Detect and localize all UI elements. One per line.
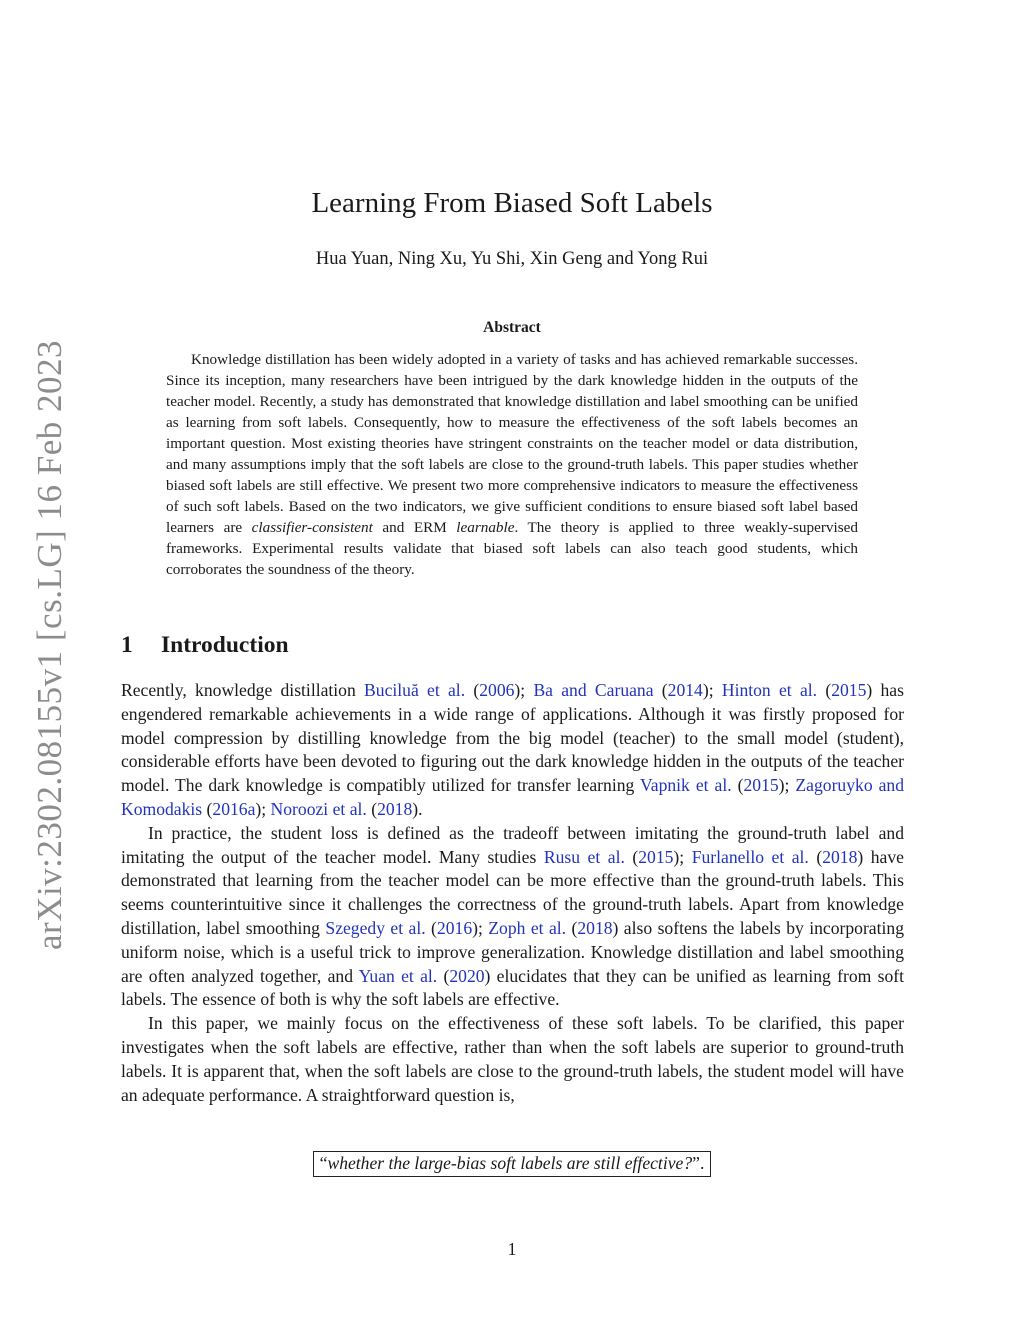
citation-paren: ). [412, 798, 423, 819]
citation-paren: ( [817, 680, 832, 700]
citation-link[interactable]: Yuan et al. [358, 965, 438, 986]
citation-link[interactable]: Buciluă et al. [364, 680, 466, 700]
citation-link[interactable]: Rusu et al. [543, 846, 625, 867]
citation-paren: ) [857, 846, 864, 867]
abstract-text-2: and ERM [372, 519, 457, 536]
abstract-body [166, 349, 858, 580]
question-text: whether the large-bias soft labels are still effective? [327, 1153, 693, 1173]
citation-year-link[interactable]: 2020 [449, 965, 485, 986]
citation-paren: ( [465, 680, 480, 700]
citation-link[interactable]: Hinton et al. [721, 680, 818, 700]
citation-paren: ( [202, 798, 213, 819]
intro-paragraph-3: In this paper, we mainly focus on the effectiveness of these soft labels. To be clarified, this paper investigates when the soft labels are effective, rather than when the soft labels are superior to ground-truth labels. It is apparent that, when the soft labels are close to the ground-truth labels, the student model will have an adequate performance. A straightforward question is, [121, 1013, 904, 1105]
citation-paren: ( [566, 917, 578, 938]
citation-paren: ( [366, 798, 378, 819]
citation-link[interactable]: Ba and Caruana [533, 680, 654, 700]
abstract-heading: Abstract [483, 319, 541, 336]
citation-paren: ( [731, 775, 744, 796]
citation-year-link[interactable]: 2014 [667, 680, 703, 700]
intro-p2-text-2: have demonstrated that learning from the teacher model can be more effective than the ground-truth labels. This seems counterintuitive since it challenges the correctness of the ground-truth labels. Apart from knowledge distillation, label smoothing [121, 846, 904, 938]
citation-year-link[interactable]: 2015 [831, 680, 867, 700]
intro-paragraph-1 [121, 679, 904, 822]
introduction-body [121, 679, 904, 1107]
arxiv-id: arXiv:2302.08155v1 [cs.LG] 16 Feb 2023 [30, 339, 69, 951]
abstract-text-3: . The theory is applied to three weakly-supervised frameworks. Experimental results validate that biased soft labels can also teach good students, which corroborates the soundness of the theory. [166, 519, 858, 578]
citation-year-link[interactable]: 2006 [479, 680, 515, 700]
citation-paren: ); [778, 775, 796, 796]
citation-paren: ( [808, 846, 823, 867]
citation-year-link[interactable]: 2015 [743, 775, 779, 796]
citation-link[interactable]: Szegedy et al. [325, 917, 426, 938]
intro-p2-text-4: elucidates that they can be unified as learning from soft labels. The essence of both is why the soft labels are effective. [121, 965, 904, 1010]
citation-link[interactable]: Vapnik et al. [640, 775, 732, 796]
paper-title: Learning From Biased Soft Labels [311, 187, 713, 219]
intro-p1-text-2: has engendered remarkable achievements in a wide range of applications. Although it was firstly proposed for model compression by distilling knowledge from the big model (teacher) to the small model (student), considerable efforts have been devoted to figuring out the dark knowledge hidden in the outputs of the teacher model. The dark knowledge is compatibly utilized for transfer learning [121, 680, 904, 796]
citation-paren: ( [653, 680, 668, 700]
abstract-text-1: Knowledge distillation has been widely adopted in a variety of tasks and has achieved remarkable successes. Since its inception, many researchers have been intrigued by the dark knowledge hidden in the outputs of the teacher model. Recently, a study has demonstrated that knowledge distillation and label smoothing can be unified as learning from soft labels. Consequently, how to measure the effectiveness of the soft labels becomes an important question. Most existing theories have stringent constraints on the teacher model or data distribution, and many assumptions imply that the soft labels are close to the ground-truth labels. This paper studies whether biased soft labels are still effective. We present two more comprehensive indicators to measure the effectiveness of such soft labels. Based on the two indicators, we give sufficient conditions to ensure biased soft label based learners are [166, 351, 858, 536]
intro-paragraph-2 [121, 822, 904, 1012]
question-close-quote: ”. [692, 1153, 705, 1173]
citation-paren: ) [612, 917, 619, 938]
abstract-term-learnable: learnable [456, 519, 515, 536]
citation-year-link[interactable]: 2016a [212, 798, 256, 819]
citation-link[interactable]: Zoph et al. [488, 917, 567, 938]
intro-p2-text-3: also softens the labels by incorporating uniform noise, which is a useful trick to improve generalization. Knowledge distillation and label smoothing are often analyzed together, and [121, 917, 904, 986]
section-number: 1 [121, 632, 133, 658]
section-heading [121, 632, 289, 659]
citation-year-link[interactable]: 2015 [638, 846, 674, 867]
citation-paren: ( [437, 965, 450, 986]
citation-link[interactable]: Zagoruyko and Komodakis [121, 775, 905, 819]
citation-link[interactable]: Noroozi et al. [270, 798, 367, 819]
citation-year-link[interactable]: 2016 [436, 917, 473, 938]
citation-paren: ); [702, 680, 722, 700]
citation-paren: ( [425, 917, 437, 938]
question-open-quote: “ [319, 1153, 328, 1173]
citation-paren: ) [866, 680, 873, 700]
citation-link[interactable]: Furlanello et al. [691, 846, 809, 867]
citation-paren: ); [472, 917, 489, 938]
citation-paren: ); [673, 846, 692, 867]
citation-paren: ) [484, 965, 491, 986]
citation-year-link[interactable]: 2018 [822, 846, 858, 867]
intro-p2-text-1: In practice, the student loss is defined as the tradeoff between imitating the ground-truth label and imitating the output of the teacher model. Many studies [121, 822, 904, 867]
page-number: 1 [507, 1239, 517, 1259]
citation-year-link[interactable]: 2018 [577, 917, 613, 938]
question-block [0, 1151, 1024, 1177]
citation-paren: ); [514, 680, 534, 700]
abstract-term-classifier-consistent: classifier-consistent [251, 519, 373, 536]
intro-p1-text-1: Recently, knowledge distillation [121, 680, 365, 700]
citation-paren: ( [624, 846, 639, 867]
citation-year-link[interactable]: 2018 [377, 798, 413, 819]
section-title: Introduction [161, 632, 289, 658]
citation-paren: ); [255, 798, 271, 819]
paper-authors: Hua Yuan, Ning Xu, Yu Shi, Xin Geng and Yong Rui [315, 249, 709, 269]
boxed-question [313, 1151, 712, 1177]
